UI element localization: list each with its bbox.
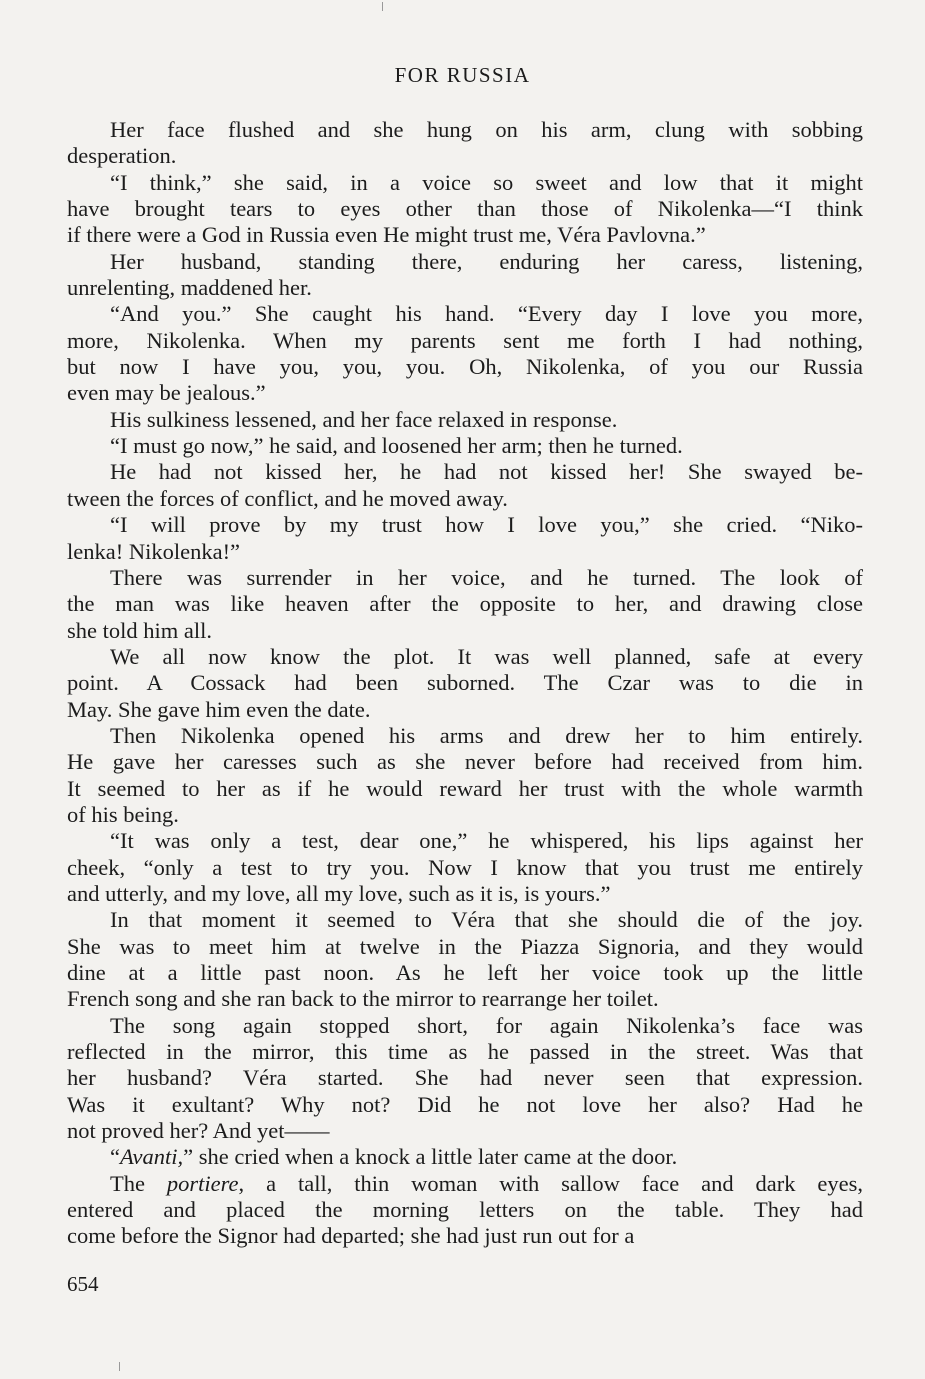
paragraph bbox=[67, 407, 863, 433]
text-line: and utterly, and my love, all my love, such as it is, is yours.” bbox=[67, 880, 611, 906]
text-line: Was it exultant? Why not? Did he not love her also? Had he bbox=[67, 1091, 863, 1117]
text-line: tween the forces of conflict, and he moved away. bbox=[67, 485, 508, 511]
text-line: “It was only a test, dear one,” he whispered, his lips against her bbox=[110, 828, 863, 854]
paragraph bbox=[67, 565, 863, 644]
text-line: but now I have you, you, you. Oh, Nikolenka, of you our Russia bbox=[67, 354, 863, 380]
paragraph bbox=[67, 1171, 863, 1250]
text-line: point. A Cossack had been suborned. The Czar was to die in bbox=[67, 670, 863, 696]
text-line: she told him all. bbox=[67, 617, 212, 643]
page-number: 654 bbox=[67, 1272, 99, 1296]
text-line: The portiere, a tall, thin woman with sallow face and dark eyes, bbox=[110, 1170, 864, 1196]
printing-mark bbox=[119, 1362, 120, 1371]
paragraph bbox=[67, 644, 863, 723]
paragraph bbox=[67, 459, 863, 512]
text-line: her husband? Véra started. She had never seen that expression. bbox=[67, 1065, 863, 1091]
body-text bbox=[67, 117, 863, 1250]
text-line: His sulkiness lessened, and her face relaxed in response. bbox=[110, 406, 618, 432]
text-line: more, Nikolenka. When my parents sent me forth I had nothing, bbox=[67, 327, 863, 353]
text-line: In that moment it seemed to Véra that she should die of the joy. bbox=[110, 907, 863, 933]
text-line: lenka! Nikolenka!” bbox=[67, 538, 241, 564]
text-line: The song again stopped short, for again Nikolenka’s face was bbox=[110, 1012, 863, 1038]
text-line: cheek, “only a test to try you. Now I know that you trust me entirely bbox=[67, 854, 863, 880]
text-line: come before the Signor had departed; she had just run out for a bbox=[67, 1223, 635, 1249]
text-line: have brought tears to eyes other than those of Nikolenka—“I think bbox=[67, 196, 863, 222]
text-line: desperation. bbox=[67, 143, 177, 169]
text-line: of his being. bbox=[67, 801, 179, 827]
text-line: It seemed to her as if he would reward her trust with the whole warmth bbox=[67, 775, 863, 801]
paragraph bbox=[67, 301, 863, 406]
text-line: the man was like heaven after the opposite to her, and drawing close bbox=[67, 591, 863, 617]
text-line: He gave her caresses such as she never before had received from him. bbox=[67, 749, 863, 775]
paragraph bbox=[67, 1144, 863, 1170]
text-line: not proved her? And yet—— bbox=[67, 1118, 330, 1144]
paragraph bbox=[67, 512, 863, 565]
text-line: entered and placed the morning letters on the table. They had bbox=[67, 1197, 863, 1223]
text-line: We all now know the plot. It was well planned, safe at every bbox=[110, 643, 863, 669]
paragraph bbox=[67, 433, 863, 459]
text-line: “Avanti,” she cried when a knock a little later came at the door. bbox=[110, 1144, 678, 1170]
text-line: May. She gave him even the date. bbox=[67, 696, 371, 722]
text-line: unrelenting, maddened her. bbox=[67, 275, 312, 301]
text-line: French song and she ran back to the mirror to rearrange her toilet. bbox=[67, 986, 659, 1012]
text-line: He had not kissed her, he had not kissed her! She swayed be- bbox=[110, 459, 863, 485]
paragraph bbox=[67, 828, 863, 907]
printing-mark bbox=[382, 2, 383, 11]
paragraph bbox=[67, 170, 863, 249]
text-line: “I must go now,” he said, and loosened her arm; then he turned. bbox=[110, 433, 683, 459]
paragraph bbox=[67, 907, 863, 1012]
text-line: dine at a little past noon. As he left her voice took up the little bbox=[67, 960, 863, 985]
running-head: FOR RUSSIA bbox=[394, 63, 531, 87]
text-line: “I will prove by my trust how I love you,” she cried. “Niko- bbox=[110, 512, 863, 538]
paragraph bbox=[67, 1013, 863, 1145]
paragraph bbox=[67, 249, 863, 302]
text-line: Her husband, standing there, enduring her caress, listening, bbox=[110, 248, 863, 274]
text-line: Then Nikolenka opened his arms and drew her to him entirely. bbox=[110, 722, 863, 748]
text-line: “I think,” she said, in a voice so sweet and low that it might bbox=[110, 169, 863, 195]
paragraph bbox=[67, 117, 863, 170]
text-line: Her face flushed and she hung on his arm, clung with sobbing bbox=[110, 117, 863, 142]
text-line: There was surrender in her voice, and he turned. The look of bbox=[110, 564, 863, 590]
paragraph bbox=[67, 723, 863, 828]
text-line: reflected in the mirror, this time as he passed in the street. Was that bbox=[67, 1039, 863, 1065]
text-line: She was to meet him at twelve in the Piazza Signoria, and they would bbox=[67, 933, 863, 959]
text-line: if there were a God in Russia even He might trust me, Véra Pavlovna.” bbox=[67, 222, 706, 248]
text-line: “And you.” She caught his hand. “Every day I love you more, bbox=[110, 301, 863, 327]
text-line: even may be jealous.” bbox=[67, 380, 266, 406]
